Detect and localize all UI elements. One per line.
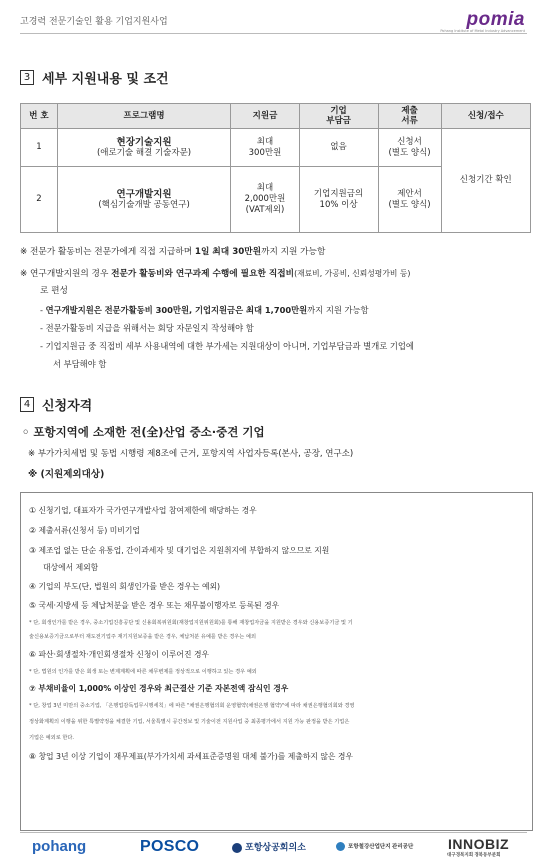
exclusion-item-3: ③ 제조업 없는 단순 유통업, 간이과세자 및 대기업은 지원취지에 부합하지 않으므로 지원: [29, 546, 330, 555]
exclusion-item-7: ⑦ 부채비율이 1,000% 이상인 경우와 최근결산 기준 자본전액 잠식인 경우: [29, 684, 289, 693]
note-bold: 전문가 활동비와 연구과제 수행에 필요한 직접비: [111, 269, 295, 279]
table-header-row: [21, 104, 531, 129]
exclusion-sub-7c: 기업은 예외로 한다.: [29, 735, 75, 741]
note-bold: 1일 최대 30만원: [194, 247, 262, 257]
dash-item-3: - 기업지원금 중 직접비 세부 사용내역에 대한 부가세는 지원대상이 아니며, 기업부담금과 별개로 기업에: [40, 341, 414, 351]
program-cell: [57, 167, 231, 233]
header-title: 고경력 전문기술인 활용 기업지원사업: [20, 17, 168, 27]
exclusion-box: [20, 492, 533, 831]
exclusion-sub-7b: 정상화계획의 이행을 위한 특별약정을 체결한 기업, 서울특별시 공간정보 및 기술이전 지원사업 중 최종평가에서 지원 가능 판정을 받은 기업은: [29, 719, 350, 725]
excluded-heading: ※ (지원제외대상): [28, 469, 105, 480]
header-divider: [20, 33, 527, 34]
col-header-docs: 제출 서류: [378, 104, 441, 129]
dash-item-3-cont: 서 부담해야 함: [53, 359, 107, 369]
complex-name: 포항철강산업단지 관리공단: [348, 844, 414, 850]
section-3-heading: [20, 68, 169, 87]
amount-cell: 최대 300만원: [231, 129, 299, 167]
exclusion-item-1: ① 신청기업, 대표자가 국가연구개발사업 참여제한에 해당하는 경우: [29, 506, 257, 515]
row-number: 2: [21, 167, 58, 233]
exclusion-item-2: ② 제출서류(신청서 등) 미비기업: [29, 526, 140, 535]
col-header-program: 프로그램명: [57, 104, 231, 129]
section-title: 세부 지원내용 및 조건: [42, 72, 169, 87]
eligibility-main: ◦ 포항지역에 소재한 전(全)산업 중소·중견 기업: [22, 425, 265, 439]
dash-text: -: [40, 305, 46, 315]
innobiz-logo: INNOBIZ: [448, 836, 510, 852]
innobiz-subtitle: 대구경북지회 경북동부분회: [447, 852, 501, 857]
note-text: ※ 연구개발지원의 경우: [20, 269, 112, 279]
note-text: (재료비, 가공비, 신뢰성평가비 등): [294, 269, 411, 278]
exclusion-sub-5a: * 단, 회생인가를 받은 경우, 중소기업진흥공단 및 신용회복위원회(재창업지원위원회)를 통해 재창업자금을 지원받은 경우와 신용보증기금 및 기: [29, 620, 353, 626]
dash-bold: 연구개발지원은 전문가활동비 300만원, 기업지원금은 최대 1,700만원: [45, 305, 308, 315]
program-name: 연구개발지원: [116, 188, 172, 200]
burden-cell: 기업지원금의 10% 이상: [299, 167, 378, 233]
exclusion-item-3-cont: 대상에서 제외함: [43, 563, 99, 572]
exclusion-item-6: ⑥ 파산·회생절차·개인회생절차 신청이 이루어진 경우: [29, 650, 210, 659]
col-header-burden: 기업 부담금: [299, 104, 378, 129]
exclusion-item-8: ⑧ 창업 3년 이상 기업이 재무제표(부가가치세 과세표준증명원 대체 불가)를 제출하지 않은 경우: [29, 752, 353, 761]
apply-cell: 신청기간 확인: [441, 129, 530, 233]
exclusion-sub-6: * 단, 법원의 인가를 받은 회생 또는 변제계획에 따른 채무변제를 정상적으로 이행하고 있는 경우 예외: [29, 669, 257, 675]
section-number: 3: [20, 70, 34, 85]
row-number: 1: [21, 129, 58, 167]
program-subtitle: (애로기술 해결 기술자문): [96, 147, 192, 158]
section-title: 신청자격: [42, 399, 93, 414]
complex-emblem-icon: [336, 842, 345, 851]
section-number: 4: [20, 397, 34, 412]
pohang-logo: pohang: [32, 838, 87, 855]
exclusion-item-4: ④ 기업의 부도(단, 법원의 회생인가를 받은 경우는 예외): [29, 582, 221, 591]
program-cell: [57, 129, 231, 167]
col-header-number: 번 호: [21, 104, 58, 129]
dash-text: 까지 지원 가능함: [307, 305, 369, 315]
note-text: ※ 전문가 활동비는 전문가에게 직접 지급하며: [20, 247, 195, 257]
docs-cell: 신청서 (별도 양식): [378, 129, 441, 167]
pomia-logo: pomia: [466, 9, 525, 30]
chamber-name: 포항상공회의소: [245, 842, 306, 852]
chamber-logo: [232, 840, 306, 853]
dash-item-2: - 전문가활동비 지급을 위해서는 회당 자문일지 작성해야 함: [40, 323, 254, 333]
note-rnd-budget: [20, 267, 535, 281]
note-activity-fee: [20, 246, 535, 259]
col-header-apply: 신청/접수: [441, 104, 530, 129]
eligibility-reference: ※ 부가가치세법 및 동법 시행령 제8조에 근거, 포항지역 사업자등록(본사, 공장, 연구소): [28, 449, 354, 459]
note-text: 까지 지원 가능함: [261, 247, 326, 257]
note-rnd-budget-cont: 로 편성: [40, 286, 68, 296]
industrial-complex-logo: [336, 842, 413, 851]
exclusion-item-5: ⑤ 국세·지방세 등 체납처분을 받은 경우 또는 채무불이행자로 등록된 경우: [29, 601, 280, 610]
chamber-emblem-icon: [232, 843, 242, 853]
exclusion-sub-5b: 술신용보증기금으로부터 재도전기업주 재기지원보증을 받은 경우, 체납처분 유예를 받은 경우는 예외: [29, 634, 256, 640]
section-4-heading: [20, 395, 92, 414]
posco-logo: POSCO: [140, 838, 200, 855]
dash-item-1: [40, 304, 535, 317]
pomia-logo-subtitle: Pohang Institute of Metal Industry Advancement: [440, 29, 525, 33]
amount-cell: 최대 2,000만원 (VAT제외): [231, 167, 299, 233]
support-table: [20, 103, 531, 233]
program-subtitle: (핵심기술개발 공동연구): [98, 199, 190, 210]
burden-cell: 없음: [299, 129, 378, 167]
table-row: [21, 129, 531, 167]
col-header-amount: 지원금: [231, 104, 299, 129]
docs-cell: 제안서 (별도 양식): [378, 167, 441, 233]
program-name: 현장기술지원: [116, 136, 172, 148]
exclusion-sub-7a: * 단, 창업 3년 미만의 중소기업, 「은행업감독업무시행세칙」에 따른 "채권은행협의회 운영협약(채권은행 협약)"에 따라 채권은행협의회와 경영: [29, 703, 355, 709]
footer-divider: [20, 832, 527, 833]
